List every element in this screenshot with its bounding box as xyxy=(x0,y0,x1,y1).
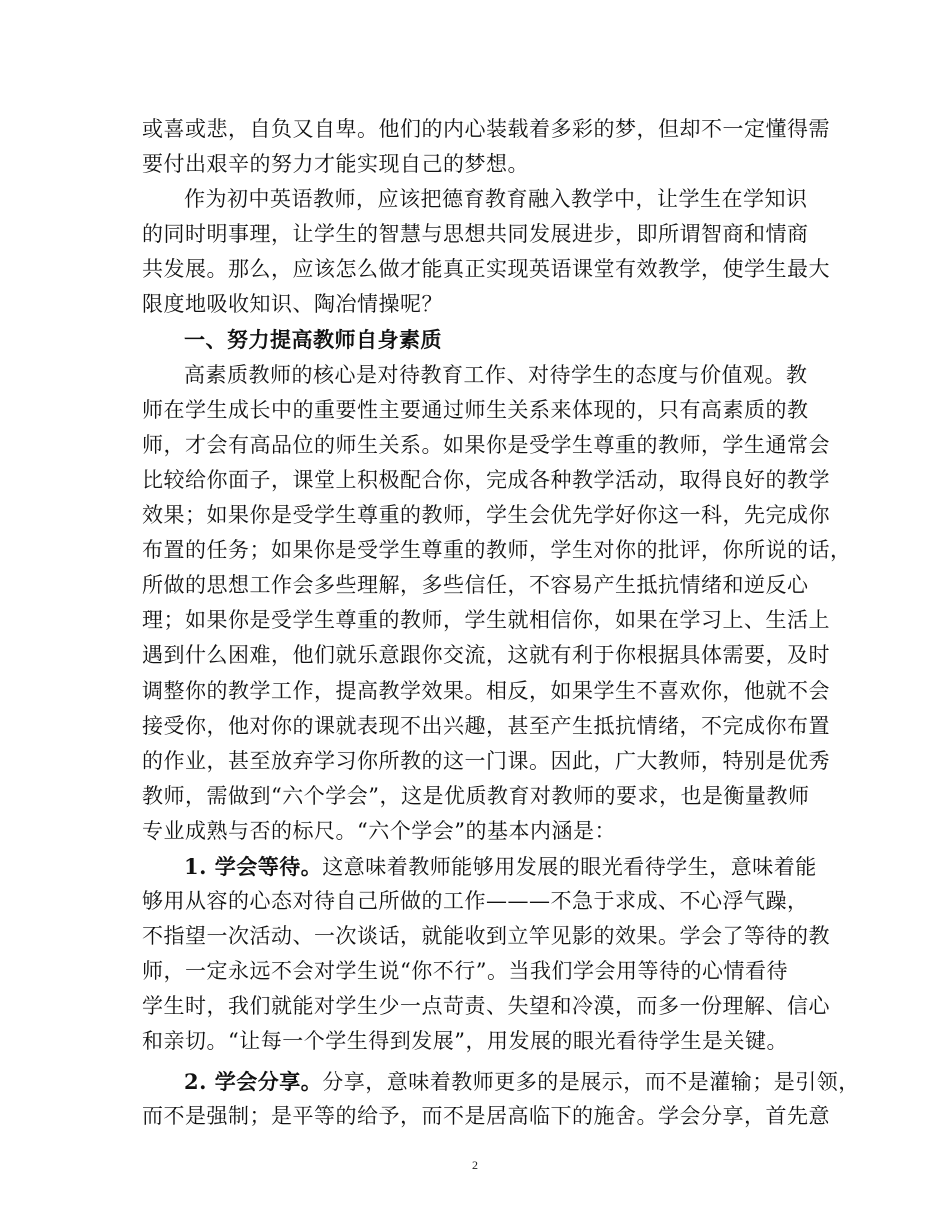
paragraph-line: 够用从容的心态对待自己所做的工作———不急于求成、不心浮气躁， xyxy=(142,889,809,914)
paragraph-line: 作为初中英语教师，应该把德育教育融入教学中，让学生在学知识 xyxy=(184,187,808,212)
paragraph-line: 接受你，他对你的课就表现不出兴趣，甚至产生抵抗情绪，不完成你布置 xyxy=(142,713,830,738)
paragraph-line: 和亲切。“让每一个学生得到发展”，用发展的眼光看待学生是关键。 xyxy=(142,1029,788,1054)
paragraph-line: 共发展。那么，应该怎么做才能真正实现英语课堂有效教学，使学生最大 xyxy=(142,257,830,282)
paragraph-line: 遇到什么困难，他们就乐意跟你交流，这就有利于你根据具体需要，及时 xyxy=(142,643,830,668)
section-heading: 一、努力提高教师自身素质 xyxy=(184,327,442,352)
paragraph-line: 师在学生成长中的重要性主要通过师生关系来体现的，只有高素质的教 xyxy=(142,397,809,422)
paragraph-line: 比较给你面子，课堂上积极配合你，完成各种教学活动，取得良好的教学 xyxy=(142,467,830,492)
page-number: 2 xyxy=(472,1158,478,1172)
paragraph-line: 要付出艰辛的努力才能实现自己的梦想。 xyxy=(142,152,529,177)
paragraph-line: 专业成熟与否的标尺。“六个学会”的基本内涵是： xyxy=(142,818,616,843)
paragraph-line: 的作业，甚至放弃学习你所教的这一门课。因此，广大教师，特别是优秀 xyxy=(142,748,830,773)
paragraph-line: 所做的思想工作会多些理解，多些信任，不容易产生抵抗情绪和逆反心 xyxy=(142,573,809,598)
paragraph-line: 师，才会有高品位的师生关系。如果你是受学生尊重的教师，学生通常会 xyxy=(142,432,830,457)
paragraph-line: 高素质教师的核心是对待教育工作、对待学生的态度与价值观。教 xyxy=(184,362,808,387)
paragraph-line: 的同时明事理，让学生的智慧与思想共同发展进步，即所谓智商和情商 xyxy=(142,222,809,247)
item-lead-sharing: 2. 学会分享。 xyxy=(184,1068,323,1094)
paragraph-line: 限度地吸收知识、陶冶情操呢？ xyxy=(142,292,443,317)
item-lead-waiting: 1. 学会等待。 xyxy=(184,853,323,879)
paragraph-line: 师，一定永远不会对学生说“你不行”。当我们学会用等待的心情看待 xyxy=(142,959,788,984)
paragraph-line: 调整你的教学工作，提高教学效果。相反，如果学生不喜欢你，他就不会 xyxy=(142,678,830,703)
paragraph-line: 不指望一次活动、一次谈话，就能收到立竿见影的效果。学会了等待的教 xyxy=(142,924,830,949)
paragraph-line: 理；如果你是受学生尊重的教师，学生就相信你，如果在学习上、生活上 xyxy=(142,608,830,633)
paragraph-line: 或喜或悲，自负又自卑。他们的内心装载着多彩的梦，但却不一定懂得需 xyxy=(142,117,830,141)
paragraph-line: 而不是强制；是平等的给予，而不是居高临下的施舍。学会分享，首先意 xyxy=(142,1103,830,1128)
paragraph-line: 布置的任务；如果你是受学生尊重的教师，学生对你的批评，你所说的话， xyxy=(142,538,852,563)
paragraph-line: 学生时，我们就能对学生少一点苛责、失望和冷漠，而多一份理解、信心 xyxy=(142,994,830,1019)
item-text: 这意味着教师能够用发展的眼光看待学生，意味着能 xyxy=(322,854,817,879)
document-body xyxy=(142,112,860,1134)
list-item-sharing xyxy=(142,1064,860,1099)
paragraph-line: 教师，需做到“六个学会”，这是优质教育对教师的要求，也是衡量教师 xyxy=(142,783,810,808)
list-item-waiting xyxy=(142,849,817,884)
item-text: 分享，意味着教师更多的是展示，而不是灌输；是引领， xyxy=(322,1069,860,1094)
paragraph-line: 效果；如果你是受学生尊重的教师，学生会优先学好你这一科，先完成你 xyxy=(142,503,830,528)
